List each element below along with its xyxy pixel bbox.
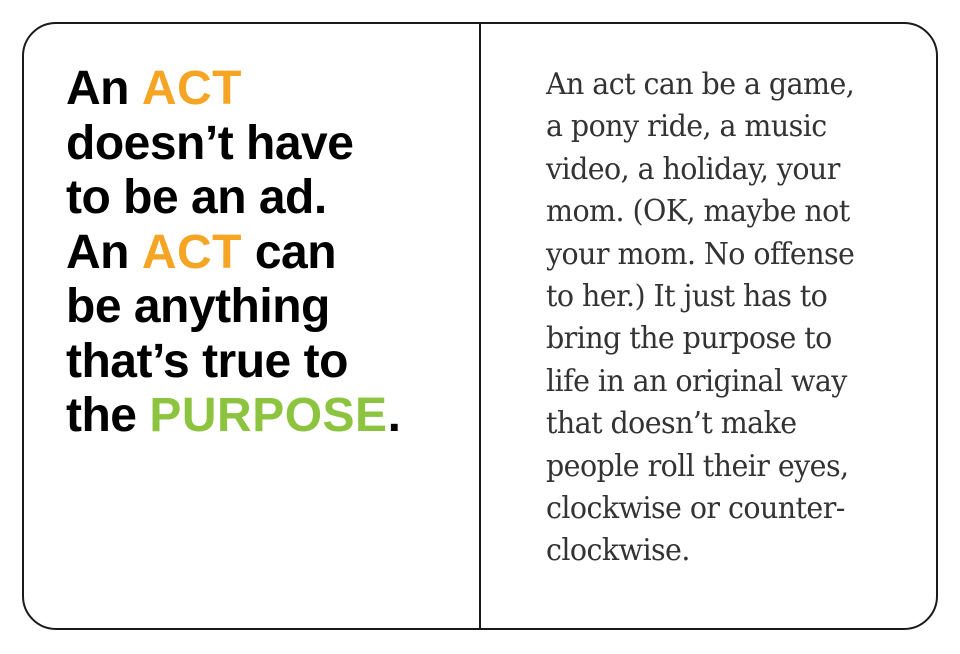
headline-line-4 (66, 226, 466, 281)
highlight-act: ACT (141, 225, 242, 279)
body-line: video, a holiday, your (546, 151, 840, 187)
headline-text: the (66, 389, 150, 442)
headline-line-6: that’s true to (66, 334, 348, 388)
body-line: that doesn’t make (546, 406, 797, 442)
headline-text: can (241, 225, 337, 279)
headline-line-7 (66, 389, 466, 444)
page-divider (479, 22, 481, 630)
headline-line-3: to be an ad. (66, 171, 327, 224)
body-line: life in an original way (546, 363, 847, 399)
body-line: mom. (OK, maybe not (546, 194, 850, 230)
body-line: bring the purpose to (546, 321, 832, 357)
headline-text: An (66, 62, 142, 115)
headline-line-1 (66, 62, 466, 117)
left-page-headline (66, 62, 466, 444)
headline-text: . (387, 389, 401, 442)
headline-line-5: be anything (66, 280, 330, 333)
body-line: people roll their eyes, (546, 448, 849, 484)
right-page-body (546, 64, 926, 573)
headline-text: An (66, 225, 142, 279)
headline-line-2: doesn’t have (66, 116, 354, 170)
body-line: clockwise or counter- (546, 491, 845, 527)
body-line: to her.) It just has to (546, 279, 828, 315)
highlight-purpose: PURPOSE (149, 389, 388, 442)
body-line: your mom. No offense (546, 236, 855, 272)
body-line: clockwise. (546, 533, 690, 569)
highlight-act: ACT (141, 62, 242, 115)
body-line: a pony ride, a music (546, 109, 827, 145)
body-line: An act can be a game, (546, 67, 855, 102)
